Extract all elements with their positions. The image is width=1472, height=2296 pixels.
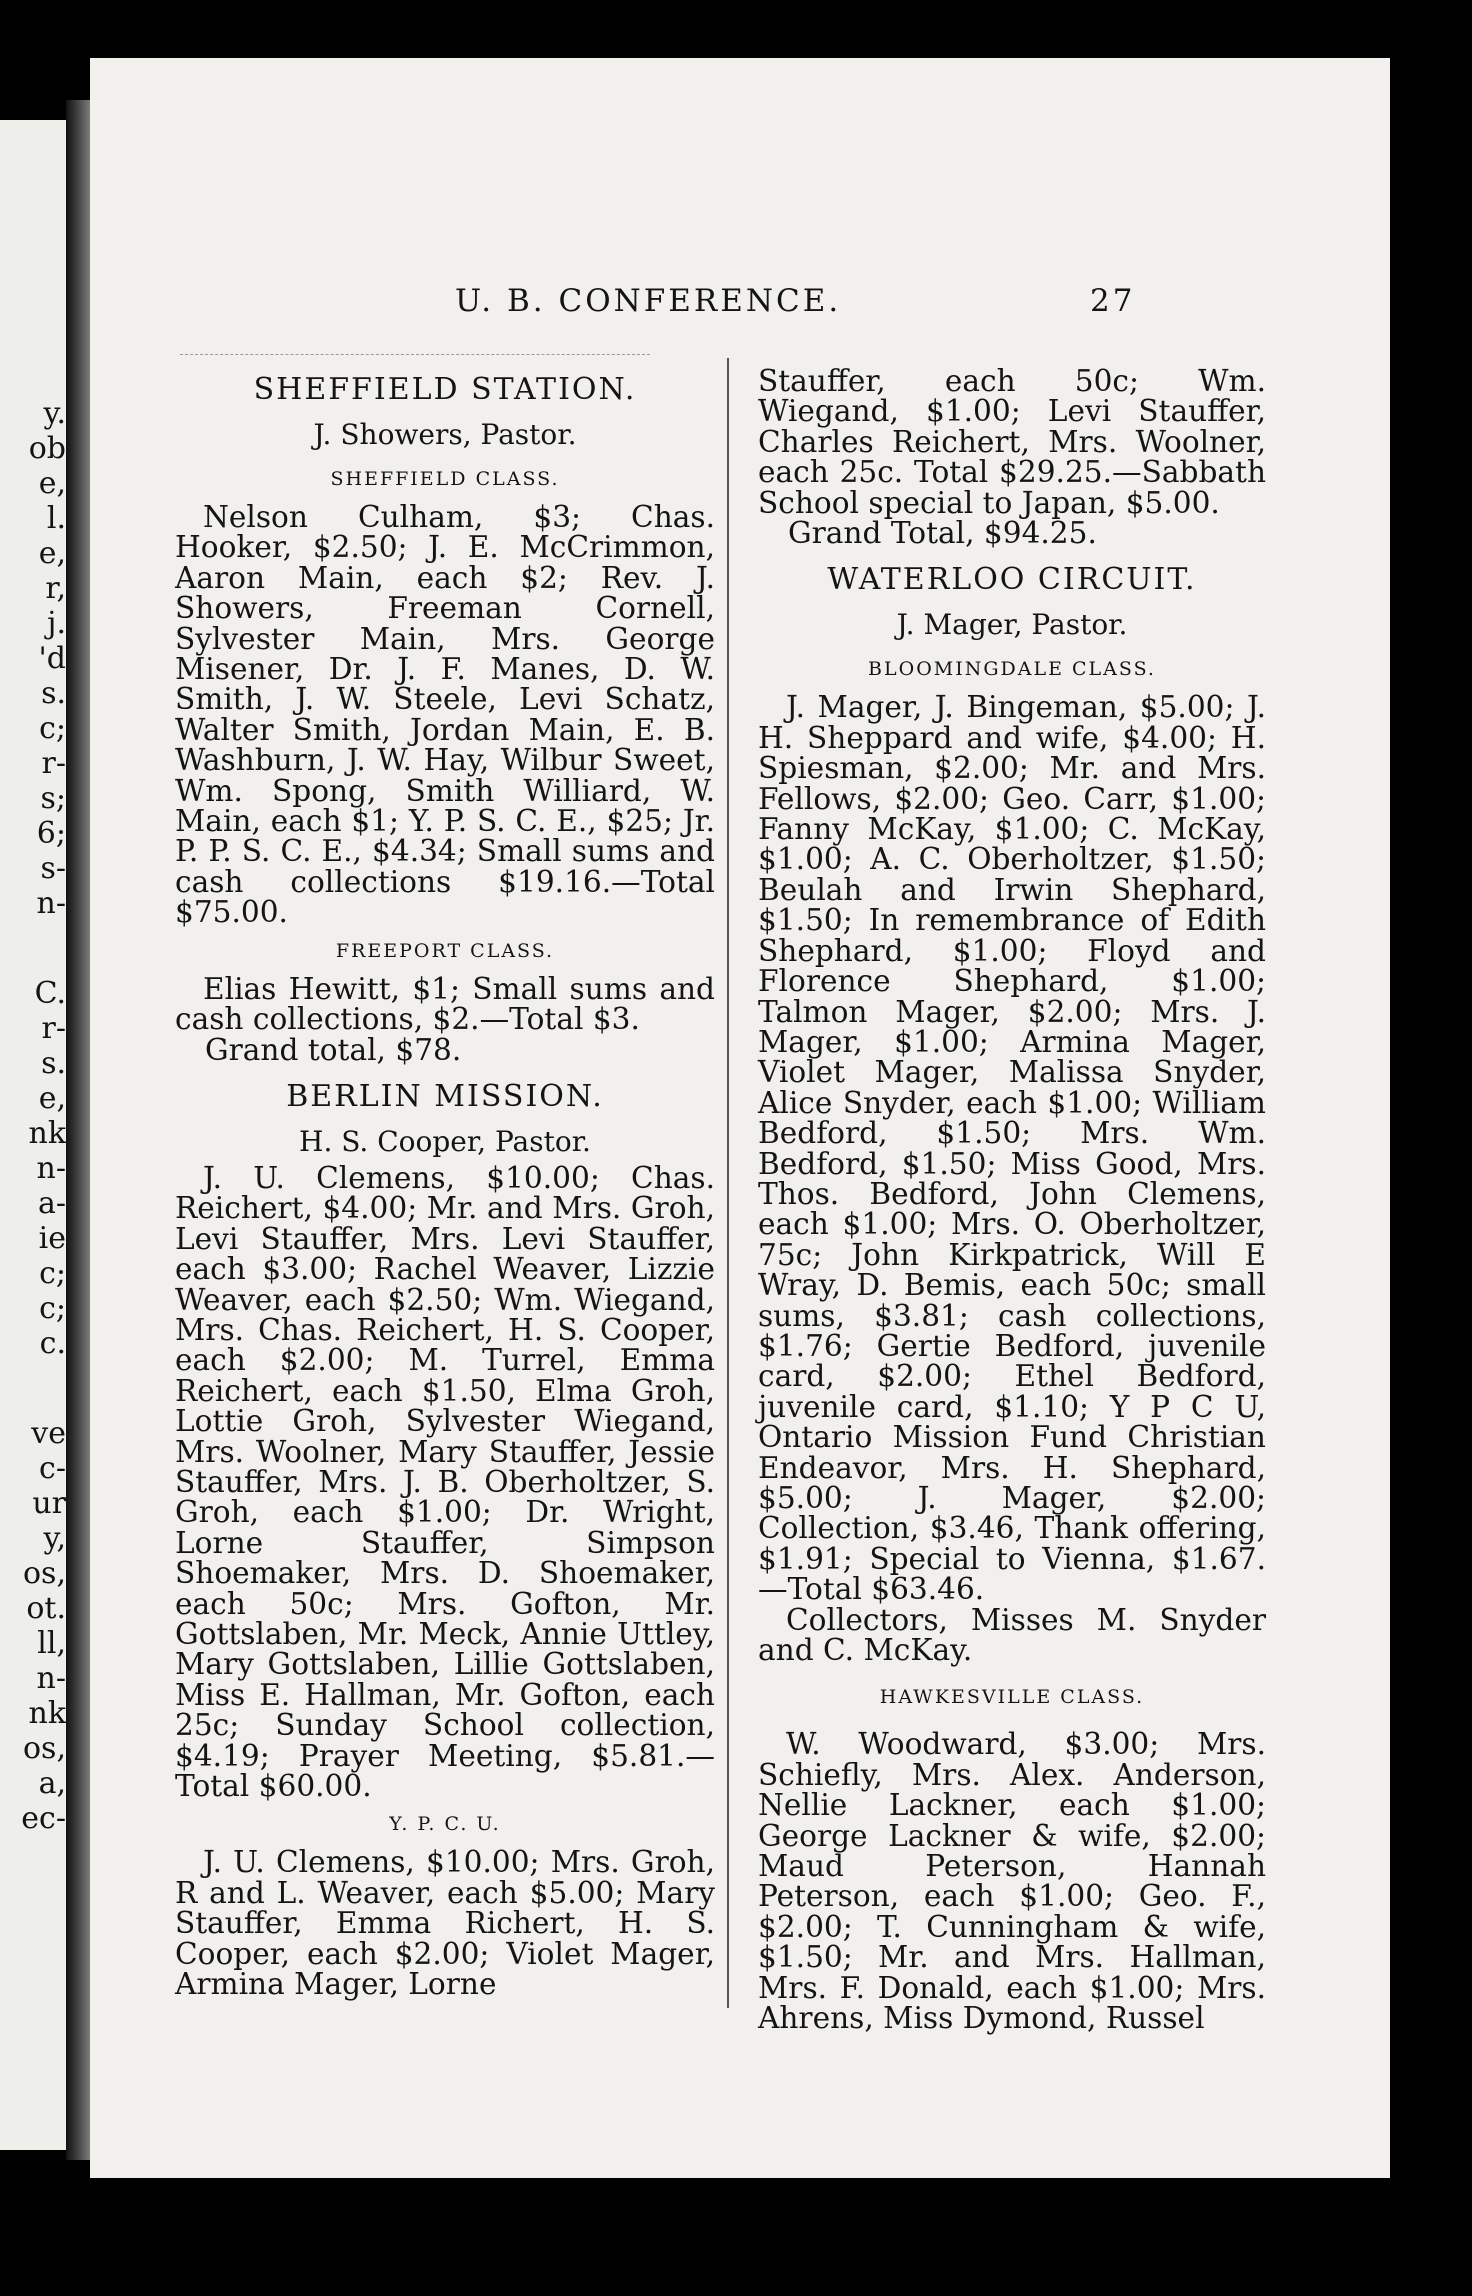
donor-paragraph: J. U. Clemens, $10.00; Chas. Reichert, $4.00; Mr. and Mrs. Groh, Levi Stauffer, Mrs. Levi Stauffer, each $3.00; Rachel Weaver, Lizzie Weaver, each $2.50; Wm. Wiegand, Mrs. Chas. Reichert, H. S. Cooper, each $2.00; M. Turrel, Emma Reichert, each $1.50, Elma Groh, Lottie Groh, Sylvester Wiegand, Mrs. Woolner, Mary Stauffer, Jessie Stauffer, Mrs. J. B. Oberholtzer, S. Groh, each $1.00; Dr. Wright, Lorne Stauffer, Simpson Shoemaker, Mrs. D. Shoemaker, each 50c; Mrs. Gofton, Mr. Gottslaben, Mr. Meck, Annie Uttley, Mary Gottslaben, Lillie Gottslaben, Miss E. Hallman, Mr. Gofton, each 25c; Sunday School collection, $4.19; Prayer Meeting, $5.81.—Total $60.00.	[175, 1160, 715, 1804]
class-heading: BLOOMINGDALE CLASS.	[868, 658, 1156, 681]
margin-fragment: r-	[41, 1011, 66, 1046]
margin-fragment: ie	[38, 1221, 66, 1256]
section-heading-sheffield: SHEFFIELD STATION.	[253, 372, 637, 407]
left-column	[175, 358, 715, 2002]
grand-total: Grand Total, $94.25.	[788, 516, 1097, 551]
margin-fragment: nk	[28, 1696, 66, 1731]
margin-fragment: ve	[31, 1416, 66, 1451]
margin-fragment: a-	[37, 1186, 66, 1221]
margin-fragment: y.	[43, 396, 66, 431]
book-page	[90, 58, 1390, 2178]
margin-fragment: e,	[38, 1081, 66, 1116]
margin-fragment: ur	[32, 1486, 66, 1521]
margin-fragment: c;	[39, 1256, 66, 1291]
margin-fragment: s.	[41, 676, 66, 711]
margin-fragment: os,	[23, 1731, 66, 1766]
header-rule	[180, 354, 650, 355]
margin-fragment: a,	[38, 1766, 66, 1801]
right-column	[758, 358, 1266, 2034]
column-divider	[727, 358, 729, 2008]
margin-fragment: n-	[36, 886, 66, 921]
margin-fragment: y,	[43, 1521, 66, 1556]
margin-fragment: 'd	[38, 641, 66, 676]
margin-fragment: r-	[41, 746, 66, 781]
margin-fragment: n-	[36, 1661, 66, 1696]
facing-page-edge	[0, 120, 72, 2150]
margin-fragment: n-	[36, 1151, 66, 1186]
margin-fragment: s-	[40, 851, 66, 886]
class-heading: FREEPORT CLASS.	[335, 939, 555, 962]
margin-fragment: nk	[28, 1116, 66, 1151]
grand-total: Grand total, $78.	[205, 1032, 462, 1067]
class-heading: SHEFFIELD CLASS.	[330, 468, 560, 490]
margin-fragment: e,	[38, 466, 66, 501]
pastor-line: J. Mager, Pastor.	[896, 608, 1128, 642]
margin-fragment: ot.	[26, 1591, 66, 1626]
margin-fragment: c.	[39, 1326, 66, 1361]
donor-paragraph: J. U. Clemens, $10.00; Mrs. Groh, R and L. Weaver, each $5.00; Mary Stauffer, Emma Richert, H. S. Cooper, each $2.00; Violet Mager, Armina Mager, Lorne	[175, 1845, 715, 2002]
margin-fragment: os,	[23, 1556, 66, 1591]
margin-fragment: s.	[41, 1046, 66, 1081]
donor-paragraph: J. Mager, J. Bingeman, $5.00; J. H. Sheppard and wife, $4.00; H. Spiesman, $2.00; Mr. and Mrs. Fellows, $2.00; Geo. Carr, $1.00; Fanny McKay, $1.00; C. McKay, $1.00; A. C. Oberholtzer, $1.50; Beulah and Irwin Shephard, $1.50; In remembrance of Edith Shephard, $1.00; Floyd and Florence Shephard, $1.00; Talmon Mager, $2.00; Mrs. J. Mager, $1.00; Armina Mager, Violet Mager, Malissa Snyder, Alice Snyder, each $1.00; William Bedford, $1.50; Mrs. Wm. Bedford, $1.50; Miss Good, Mrs. Thos. Bedford, John Clemens, each $1.00; Mrs. O. Oberholtzer, 75c; John Kirkpatrick, Will E Wray, D. Bemis, each 50c; small sums, $3.81; cash collections, $1.76; Gertie Bedford, juvenile card, $2.00; Ethel Bedford, juvenile card, $1.10; Y P C U, Ontario Mission Fund Christian Endeavor, Mrs. H. Shephard, $5.00; J. Mager, $2.00; Collection, $3.46, Thank offering, $1.91; Special to Vienna, $1.67.—Total $63.46.	[758, 690, 1266, 1607]
donor-paragraph: Nelson Culham, $3; Chas. Hooker, $2.50; J. E. McCrimmon, Aaron Main, each $2; Rev. J. Showers, Freeman Cornell, Sylvester Main, Mrs. George Misener, Dr. J. F. Manes, D. W. Smith, J. W. Steele, Levi Schatz, Walter Smith, Jordan Main, E. B. Washburn, J. W. Hay, Wilbur Sweet, Wm. Spong, Smith Williard, W. Main, each $1; Y. P. S. C. E., $25; Jr. P. P. S. C. E., $4.34; Small sums and cash collections $19.16.—Total $75.00.	[175, 500, 715, 930]
collectors-line: Collectors, Misses M. Snyder and C. McKay.	[758, 1602, 1266, 1668]
margin-fragment: ll,	[37, 1626, 66, 1661]
section-heading-berlin: BERLIN MISSION.	[286, 1078, 604, 1114]
margin-fragment: j.	[47, 606, 66, 641]
donor-paragraph-continued: Stauffer, each 50c; Wm. Wiegand, $1.00; Levi Stauffer, Charles Reichert, Mrs. Woolner, each 25c. Total $29.25.—Sabbath School special to Japan, $5.00.	[758, 364, 1266, 520]
running-title: U. B. CONFERENCE.	[455, 283, 842, 319]
section-heading-waterloo: WATERLOO CIRCUIT.	[827, 562, 1197, 598]
pastor-line: H. S. Cooper, Pastor.	[299, 1124, 591, 1158]
margin-fragment: ob	[28, 431, 66, 466]
donor-paragraph: Elias Hewitt, $1; Small sums and cash collections, $2.—Total $3.	[175, 971, 715, 1037]
margin-fragment: e,	[38, 536, 66, 571]
margin-fragment: c;	[39, 1291, 66, 1326]
margin-fragment: r,	[45, 571, 66, 606]
margin-fragment: C.	[34, 976, 66, 1011]
pastor-line: J. Showers, Pastor.	[313, 418, 577, 451]
donor-paragraph: W. Woodward, $3.00; Mrs. Schiefly, Mrs. Alex. Anderson, Nellie Lackner, each $1.00; George Lackner & wife, $2.00; Maud Peterson, Hannah Peterson, each $1.00; Geo. F., $2.00; T. Cunningham & wife, $1.50; Mr. and Mrs. Hallman, Mrs. F. Donald, each $1.00; Mrs. Ahrens, Miss Dymond, Russel	[758, 1727, 1266, 2036]
margin-fragment: ec-	[21, 1801, 66, 1836]
class-heading: Y. P. C. U.	[389, 1813, 501, 1836]
margin-fragment: s;	[40, 781, 66, 816]
page-number: 27	[1090, 283, 1136, 319]
margin-fragment: c;	[39, 711, 66, 746]
class-heading: HAWKESVILLE CLASS.	[879, 1686, 1145, 1709]
margin-fragment: 6;	[36, 816, 66, 851]
margin-fragment: c-	[39, 1451, 66, 1486]
margin-fragment: l.	[46, 501, 66, 536]
